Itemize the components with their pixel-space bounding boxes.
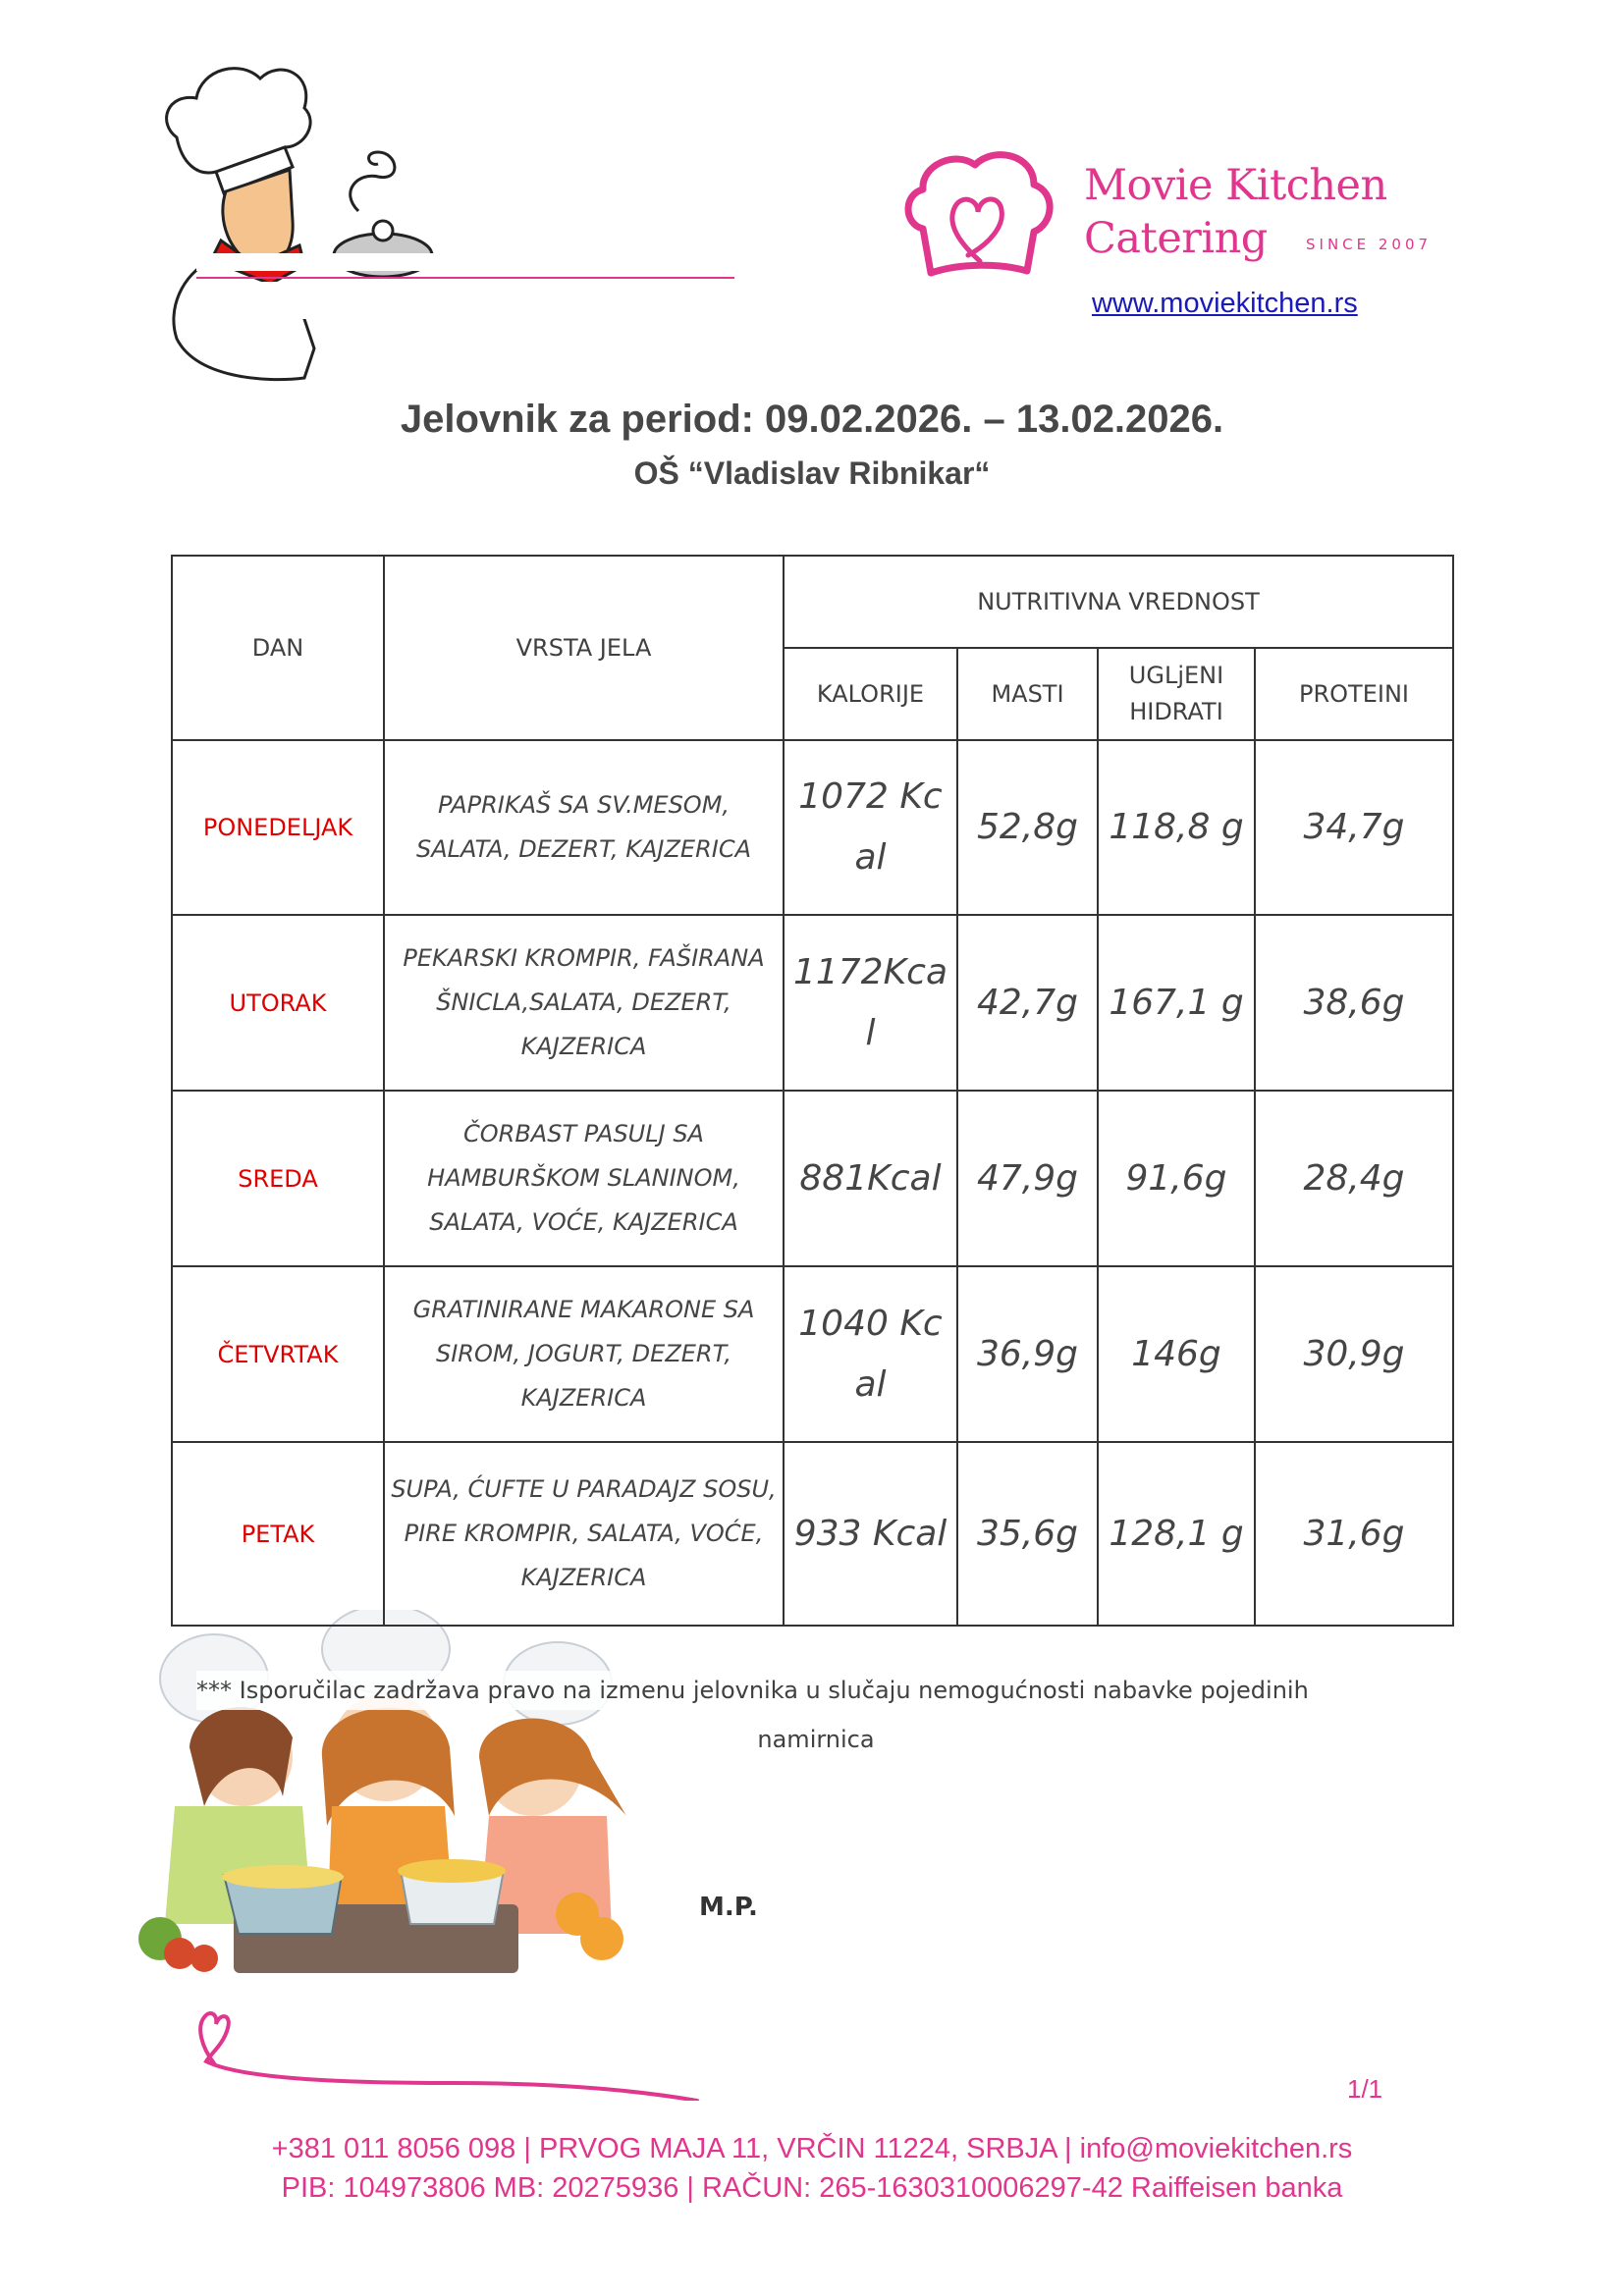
header-day: DAN (172, 556, 384, 740)
proteins-cell: 31,6g (1255, 1442, 1453, 1626)
header-proteins: PROTEINI (1255, 648, 1453, 740)
fats-cell: 36,9g (957, 1266, 1098, 1442)
calories-cell: 933 Kcal (784, 1442, 957, 1626)
day-cell: PONEDELJAK (172, 740, 384, 915)
disclaimer-line1: *** Isporučilac zadržava pravo na izmenu jelovnika u slučaju nemogućnosti nabavke pojedinih (196, 1677, 1309, 1704)
table-row (172, 1266, 1453, 1442)
brand-since: SINCE 2007 (1306, 236, 1433, 253)
calories-cell: 1172Kcal (784, 915, 957, 1091)
footer-company-info: PIB: 104973806 MB: 20275936 | RAČUN: 265-1630310006297-42 Raiffeisen banka (281, 2172, 1343, 2204)
fats-cell: 52,8g (957, 740, 1098, 915)
carbs-cell: 118,8 g (1098, 740, 1255, 915)
table-row (172, 915, 1453, 1091)
page-number: 1/1 (1347, 2074, 1383, 2104)
header-carbs: UGLjENI HIDRATI (1098, 648, 1255, 740)
day-cell: ČETVRTAK (172, 1266, 384, 1442)
kids-cooking-illustration (116, 1610, 666, 1993)
carbs-cell: 91,6g (1098, 1091, 1255, 1266)
carbs-cell: 146g (1098, 1266, 1255, 1442)
carbs-cell: 167,1 g (1098, 915, 1255, 1091)
fats-cell: 47,9g (957, 1091, 1098, 1266)
dish-cell: ČORBAST PASULJ SA HAMBURŠKOM SLANINOM, SALATA, VOĆE, KAJZERICA (384, 1091, 784, 1266)
proteins-cell: 38,6g (1255, 915, 1453, 1091)
footer-contact: +381 011 8056 098 | PRVOG MAJA 11, VRČIN 11224, SRBJA | info@moviekitchen.rs (271, 2133, 1353, 2164)
proteins-cell: 28,4g (1255, 1091, 1453, 1266)
school-name: OŠ “Vladislav Ribnikar“ (633, 455, 991, 491)
dish-cell: PAPRIKAŠ SA SV.MESOM, SALATA, DEZERT, KAJZERICA (384, 740, 784, 915)
calories-cell: 1040 Kcal (784, 1266, 957, 1442)
chef-hat-heart-logo-icon (901, 145, 1058, 278)
stamp-label: M.P. (699, 1893, 758, 1922)
header-fats: MASTI (957, 648, 1098, 740)
brand-name-line2: Catering (1084, 214, 1268, 263)
proteins-cell: 30,9g (1255, 1266, 1453, 1442)
day-cell: SREDA (172, 1091, 384, 1266)
fats-cell: 42,7g (957, 915, 1098, 1091)
dish-cell: PEKARSKI KROMPIR, FAŠIRANA ŠNICLA,SALATA, DEZERT, KAJZERICA (384, 915, 784, 1091)
header-mask (196, 282, 452, 319)
calories-cell: 1072 Kcal (784, 740, 957, 915)
day-cell: PETAK (172, 1442, 384, 1626)
carbs-cell: 128,1 g (1098, 1442, 1255, 1626)
day-cell: UTORAK (172, 915, 384, 1091)
proteins-cell: 34,7g (1255, 740, 1453, 915)
calories-cell: 881Kcal (784, 1091, 957, 1266)
fats-cell: 35,6g (957, 1442, 1098, 1626)
header-calories: KALORIJE (784, 648, 957, 740)
chef-illustration (157, 54, 452, 388)
table-row (172, 1091, 1453, 1266)
heart-swoosh-decoration (196, 1993, 707, 2101)
header-divider (196, 277, 734, 279)
header-dish: VRSTA JELA (384, 556, 784, 740)
website-link[interactable]: www.moviekitchen.rs (1092, 288, 1358, 319)
brand-name-line1: Movie Kitchen (1084, 161, 1387, 210)
table-row (172, 1442, 1453, 1626)
dish-cell: SUPA, ĆUFTE U PARADAJZ SOSU, PIRE KROMPIR, SALATA, VOĆE, KAJZERICA (384, 1442, 784, 1626)
header-mask (196, 253, 746, 271)
header-nutrition: NUTRITIVNA VREDNOST (784, 556, 1453, 648)
table-row (172, 740, 1453, 915)
menu-title: Jelovnik za period: 09.02.2026. – 13.02.2026. (400, 398, 1224, 441)
menu-table (171, 555, 1454, 1627)
disclaimer-line2: namirnica (757, 1726, 875, 1753)
dish-cell: GRATINIRANE MAKARONE SA SIROM, JOGURT, DEZERT, KAJZERICA (384, 1266, 784, 1442)
